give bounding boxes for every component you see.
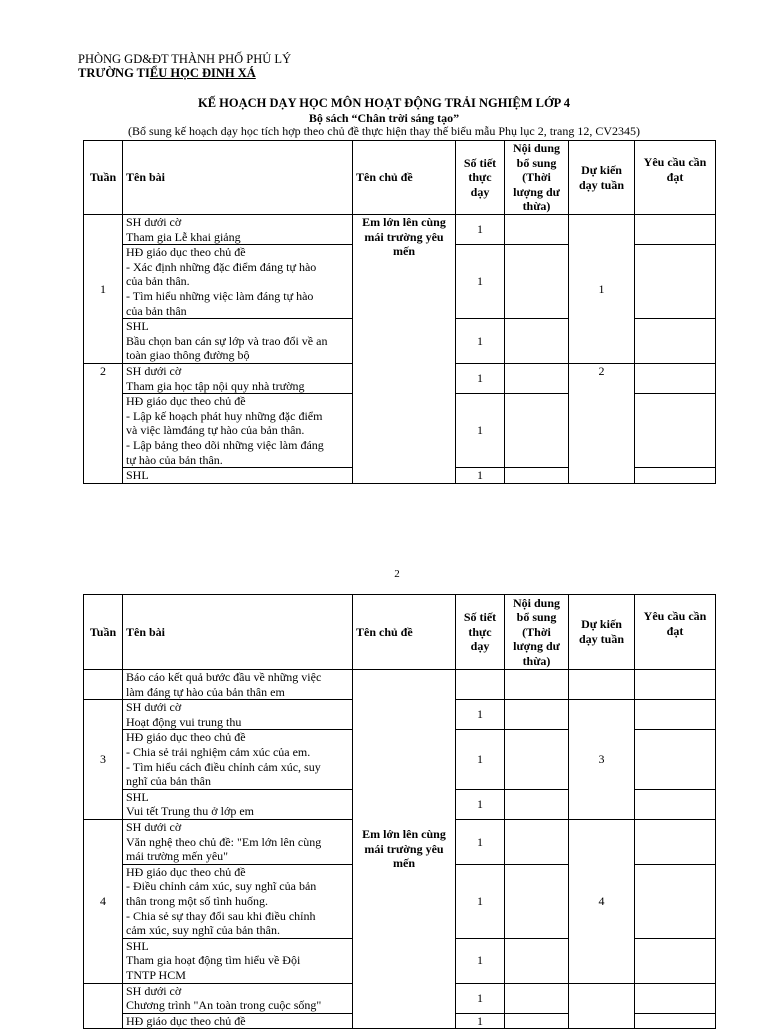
periods-cell: 1 <box>456 363 505 393</box>
week-cell <box>84 983 123 1029</box>
col-planned-week-header: Dự kiến dạy tuần <box>569 141 635 215</box>
table-row <box>84 670 716 700</box>
col-supplement-header: Nội dung bổ sung (Thời lượng dư thừa) <box>505 141 569 215</box>
week-cell: 3 <box>84 700 123 820</box>
planned-week-cell: 1 <box>569 215 635 364</box>
periods-cell: 1 <box>456 864 505 938</box>
col-requirement-header: Yêu cầu cần đạt <box>635 141 716 215</box>
supplement-cell <box>505 864 569 938</box>
periods-cell: 1 <box>456 730 505 789</box>
requirement-cell <box>635 789 716 819</box>
supplement-cell <box>505 215 569 245</box>
col-theme-header: Tên chủ đề <box>353 595 456 670</box>
supplement-cell <box>505 789 569 819</box>
plan-table-2 <box>83 594 716 1029</box>
lesson-cell: HĐ giáo dục theo chủ đề <box>123 1013 353 1029</box>
col-week-header: Tuần <box>84 141 123 215</box>
document-title: KẾ HOẠCH DẠY HỌC MÔN HOẠT ĐỘNG TRẢI NGHIỆM LỚP 4 <box>197 96 570 110</box>
department-name: PHÒNG GD&ĐT THÀNH PHỐ PHỦ LÝ <box>78 52 292 66</box>
lesson-cell: HĐ giáo dục theo chủ đề - Lập kế hoạch phát huy những đặc điểm và việc làmđáng tự hào của bản thân. - Lập bảng theo dõi những việc làm đáng tự hào của bản thân. <box>123 394 353 468</box>
col-lesson-header: Tên bài <box>123 141 353 215</box>
col-periods-header: Số tiết thực dạy <box>456 141 505 215</box>
periods-cell: 1 <box>456 1013 505 1029</box>
supplement-cell <box>505 468 569 484</box>
lesson-cell: SHL Bầu chọn ban cán sự lớp và trao đổi về an toàn giao thông đường bộ <box>123 319 353 364</box>
requirement-cell <box>635 215 716 245</box>
supplement-cell <box>505 245 569 319</box>
requirement-cell <box>635 700 716 730</box>
periods-cell: 1 <box>456 789 505 819</box>
supplement-cell <box>505 819 569 864</box>
week-cell: 4 <box>84 819 123 983</box>
periods-cell: 1 <box>456 319 505 364</box>
supplement-cell <box>505 394 569 468</box>
planned-week-cell: 4 <box>569 819 635 983</box>
document-subtitle: Bộ sách “Chân trời sáng tạo” <box>308 111 460 125</box>
supplement-cell <box>505 1013 569 1029</box>
periods-cell: 1 <box>456 468 505 484</box>
theme-cell: Em lớn lên cùng mái trường yêu mến <box>353 215 456 484</box>
periods-cell: 1 <box>456 215 505 245</box>
plan-table-1 <box>83 140 716 484</box>
supplement-cell <box>505 670 569 700</box>
supplement-cell <box>505 700 569 730</box>
lesson-cell: SH dưới cờ Chương trình "An toàn trong cuộc sống" <box>123 983 353 1013</box>
col-periods-header: Số tiết thực dạy <box>456 595 505 670</box>
table-header-row <box>84 595 716 670</box>
supplement-cell <box>505 363 569 393</box>
col-theme-header: Tên chủ đề <box>353 141 456 215</box>
school-name <box>78 66 256 80</box>
page-number: 2 <box>394 568 400 580</box>
col-requirement-header: Yêu cầu cần đạt <box>635 595 716 670</box>
col-lesson-header: Tên bài <box>123 595 353 670</box>
col-planned-week-header: Dự kiến dạy tuần <box>569 595 635 670</box>
supplement-cell <box>505 938 569 983</box>
requirement-cell <box>635 1013 716 1029</box>
planned-week-cell: 3 <box>569 700 635 820</box>
school-name-part2: ỂU HỌC ĐINH XÁ <box>149 66 256 80</box>
periods-cell: 1 <box>456 819 505 864</box>
requirement-cell <box>635 938 716 983</box>
lesson-cell: SH dưới cờ Hoạt động vui trung thu <box>123 700 353 730</box>
document-note: (Bổ sung kế hoạch dạy học tích hợp theo chủ đề thực hiện thay thế biểu mẫu Phụ lục 2, trang 12, CV2345) <box>127 124 641 138</box>
requirement-cell <box>635 864 716 938</box>
requirement-cell <box>635 394 716 468</box>
periods-cell: 1 <box>456 983 505 1013</box>
week-cell <box>84 670 123 700</box>
week-cell: 2 <box>84 363 123 483</box>
planned-week-cell <box>569 983 635 1029</box>
col-supplement-header: Nội dung bổ sung (Thời lượng dư thừa) <box>505 595 569 670</box>
requirement-cell <box>635 730 716 789</box>
periods-cell <box>456 670 505 700</box>
lesson-cell: SHL Vui tết Trung thu ở lớp em <box>123 789 353 819</box>
table-header-row <box>84 141 716 215</box>
supplement-cell <box>505 730 569 789</box>
requirement-cell <box>635 363 716 393</box>
requirement-cell <box>635 670 716 700</box>
requirement-cell <box>635 819 716 864</box>
periods-cell: 1 <box>456 700 505 730</box>
requirement-cell <box>635 983 716 1013</box>
theme-cell: Em lớn lên cùng mái trường yêu mến <box>353 670 456 1029</box>
lesson-cell: Báo cáo kết quả bước đầu về những việc làm đáng tự hào của bản thân em <box>123 670 353 700</box>
periods-cell: 1 <box>456 938 505 983</box>
col-week-header: Tuần <box>84 595 123 670</box>
lesson-cell: HĐ giáo dục theo chủ đề - Điều chỉnh cảm xúc, suy nghĩ của bản thân trong một số tình huống. - Chia sẻ sự thay đổi sau khi điều chỉnh cảm xúc, suy nghĩ của bản thân. <box>123 864 353 938</box>
supplement-cell <box>505 983 569 1013</box>
lesson-cell: SH dưới cờ Tham gia học tập nội quy nhà trường <box>123 363 353 393</box>
lesson-cell: SHL Tham gia hoạt động tìm hiểu về Đội TNTP HCM <box>123 938 353 983</box>
requirement-cell <box>635 245 716 319</box>
supplement-cell <box>505 319 569 364</box>
week-cell: 1 <box>84 215 123 364</box>
table-row <box>84 215 716 245</box>
planned-week-cell <box>569 670 635 700</box>
requirement-cell <box>635 319 716 364</box>
lesson-cell: SH dưới cờ Tham gia Lễ khai giảng <box>123 215 353 245</box>
lesson-cell: SH dưới cờ Văn nghệ theo chủ đề: "Em lớn lên cùng mái trường mến yêu" <box>123 819 353 864</box>
planned-week-cell: 2 <box>569 363 635 483</box>
requirement-cell <box>635 468 716 484</box>
lesson-cell: HĐ giáo dục theo chủ đề - Xác định những đặc điểm đáng tự hào của bản thân. - Tìm hiểu những việc làm đáng tự hào của bản thân <box>123 245 353 319</box>
lesson-cell: SHL <box>123 468 353 484</box>
lesson-cell: HĐ giáo dục theo chủ đề - Chia sẻ trải nghiệm cảm xúc của em. - Tìm hiểu cách điều chỉnh cảm xúc, suy nghĩ của bản thân <box>123 730 353 789</box>
periods-cell: 1 <box>456 394 505 468</box>
periods-cell: 1 <box>456 245 505 319</box>
school-name-part1: TRƯỜNG TI <box>78 66 150 80</box>
